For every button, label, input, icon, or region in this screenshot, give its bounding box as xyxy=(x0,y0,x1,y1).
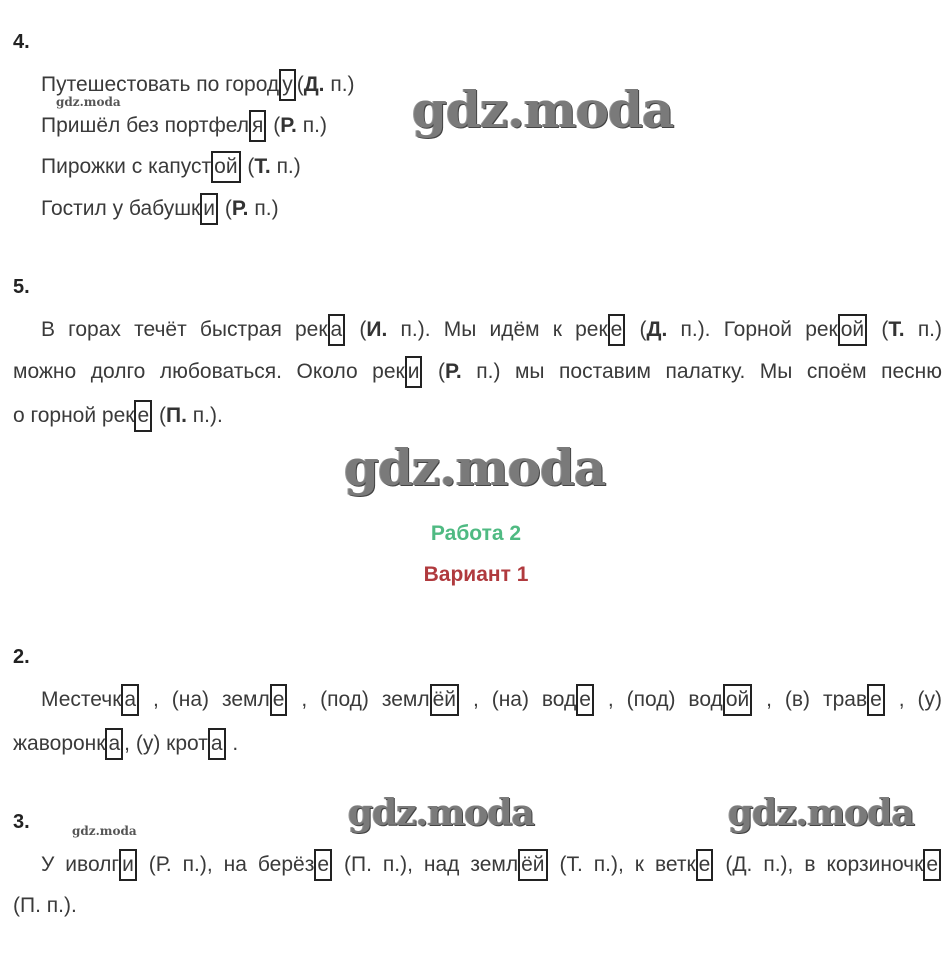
case-text: п.) xyxy=(330,73,355,96)
watermark-large: gdz.moda xyxy=(412,80,674,139)
ending-box: ёй xyxy=(518,849,547,881)
text: п.). Горной рек xyxy=(680,318,838,341)
text: можно долго любоваться. Около рек xyxy=(13,360,405,383)
task2-line-1 xyxy=(41,684,942,716)
task3-line-1 xyxy=(41,849,942,881)
case-text: п.) xyxy=(254,197,279,220)
text: (Д. п.), в корзиночк xyxy=(725,853,924,876)
word-text: Пирожки с капуст xyxy=(41,155,212,178)
watermark-large: gdz.moda xyxy=(344,438,606,497)
ending-box: е xyxy=(314,849,332,881)
text: (П. п.). xyxy=(13,894,77,917)
ending-box: ёй xyxy=(430,684,459,716)
text: . xyxy=(232,732,239,755)
case-label: Р. xyxy=(280,114,297,137)
case-label: Р. xyxy=(445,360,462,383)
task-number: 2. xyxy=(13,646,30,668)
ending-box: а xyxy=(121,684,139,716)
text: Местечк xyxy=(41,688,122,711)
ending-box: ой xyxy=(838,314,867,346)
ending-box: а xyxy=(208,728,226,760)
task-number: 4. xyxy=(13,31,30,53)
ending-box: е xyxy=(696,849,714,881)
case-text: п.) xyxy=(276,155,301,178)
text: , (у) xyxy=(898,688,942,711)
ending-box: я xyxy=(249,110,266,142)
text: (Р. п.), на берёз xyxy=(148,853,315,876)
ending-box: е xyxy=(134,400,152,432)
ending-box: а xyxy=(105,728,123,760)
text: п.). xyxy=(192,404,223,427)
word-text: Гостил у бабушк xyxy=(41,197,201,220)
task5-line-3: о горной рек е (П. п.). xyxy=(13,400,223,432)
task5-line-1: В горах течёт быстрая рек а (И. п.). Мы идём к рек е (Д. п.). Горной рек ой (Т. п.) xyxy=(41,314,942,346)
watermark-medium: gdz.moda xyxy=(728,792,914,834)
task-number: 5. xyxy=(13,276,30,298)
word-text: Путешестовать по город xyxy=(41,73,280,96)
ending-box: и xyxy=(405,356,423,388)
text: (П. п.), над земл xyxy=(343,853,519,876)
text: (Т. п.), к ветк xyxy=(559,853,696,876)
task5-line-2: можно долго любоваться. Около рек и (Р. п.) мы поставим палатку. Мы споём песню xyxy=(13,356,942,388)
case-label: И. xyxy=(366,318,388,341)
ending-box: е xyxy=(270,684,288,716)
ending-box: ой xyxy=(723,684,752,716)
ending-box: а xyxy=(328,314,346,346)
task2-line-2 xyxy=(13,728,238,760)
ending-box: е xyxy=(576,684,594,716)
ending-box: ой xyxy=(211,151,240,183)
case-label: Т. xyxy=(888,318,905,341)
case-label: Р. xyxy=(231,197,249,220)
ending-box: и xyxy=(119,849,137,881)
watermark-small: gdz.moda xyxy=(72,824,137,838)
case-label: Д. xyxy=(303,73,325,96)
text: п.). Мы идём к рек xyxy=(400,318,608,341)
text: , (под) вод xyxy=(607,688,723,711)
text: п.) xyxy=(917,318,943,341)
text: жаворонк xyxy=(13,732,106,755)
word-text: Пришёл без портфел xyxy=(41,114,249,137)
case-label: Т. xyxy=(254,155,271,178)
text: В горах течёт быстрая рек xyxy=(41,318,328,341)
watermark-medium: gdz.moda xyxy=(348,792,534,834)
ending-box: е xyxy=(867,684,885,716)
text: , (в) трав xyxy=(766,688,868,711)
case-label: Д. xyxy=(646,318,668,341)
variant-heading: Вариант 1 xyxy=(423,563,529,586)
task4-row: Пришёл без портфел я (Р. п.) xyxy=(41,110,327,142)
text: о горной рек xyxy=(13,404,135,427)
text: У иволг xyxy=(41,853,120,876)
ending-box: е xyxy=(923,849,941,881)
ending-box: е xyxy=(608,314,626,346)
task4-row: Путешестовать по город у (Д. п.) xyxy=(41,69,355,101)
text: , (на) вод xyxy=(472,688,577,711)
task3-line-2 xyxy=(13,893,77,919)
text: , (на) земл xyxy=(153,688,270,711)
watermark-small: gdz.moda xyxy=(56,95,121,109)
task4-row: Гостил у бабушк и (Р. п.) xyxy=(41,193,279,225)
text: п.) мы поставим палатку. Мы споём песню xyxy=(476,360,943,383)
ending-box: и xyxy=(200,193,218,225)
text: , (у) крот xyxy=(124,732,208,755)
case-text: п.) xyxy=(302,114,327,137)
text: , (под) земл xyxy=(301,688,430,711)
ending-box: у xyxy=(279,69,296,101)
case-label: П. xyxy=(165,404,187,427)
task4-row: Пирожки с капуст ой (Т. п.) xyxy=(41,151,301,183)
task-number: 3. xyxy=(13,811,30,833)
work-heading: Работа 2 xyxy=(430,522,522,545)
